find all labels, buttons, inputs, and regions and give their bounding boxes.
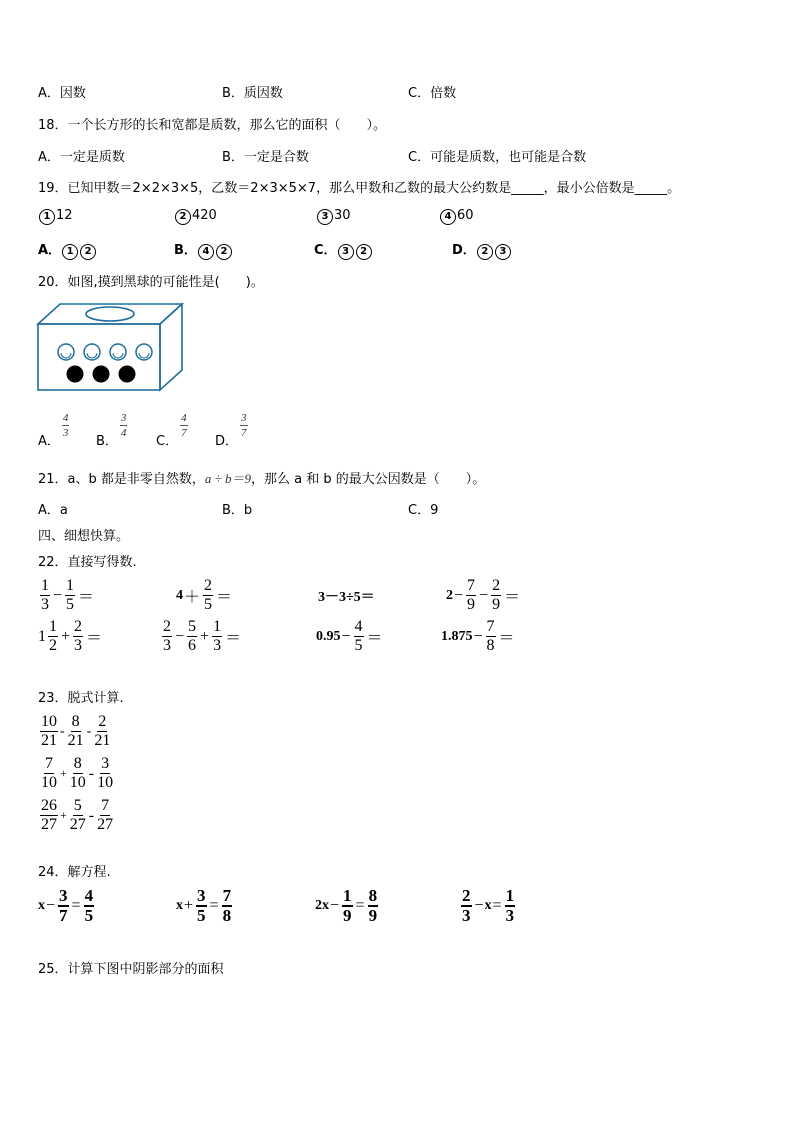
section-heading: 四、细想快算。 [38,529,130,544]
fraction [62,412,70,439]
q24-equation-3: 2x − $\frac{1}{9}$ = $\frac{8}{9}$ [315,886,378,925]
circled-number: 3 [317,209,333,225]
circled-number: 2 [356,244,372,260]
q20-stem: 20．如图,摸到黑球的可能性是( )。 [38,275,264,290]
circled-number: 3 [495,244,511,260]
q19-option-a [38,239,97,260]
option-letter: B． [96,434,118,449]
q23-expr-2: $\frac{7}{10}$ + $\frac{8}{10}$ - $\frac{3}{10}$ [41,755,114,791]
option-letter: A． [38,434,60,449]
option-letter: A． [38,243,62,258]
choice-value: 12 [56,208,73,223]
black-balls [67,366,136,383]
fraction [240,412,248,439]
circled-number: 1 [62,244,78,260]
q19-choice-2 [174,208,217,225]
q18-option-b: B．一定是合数 [222,150,309,165]
q17-option-c: C．倍数 [408,86,457,101]
fraction [180,412,188,439]
q21-option-c: C．9 [408,503,439,518]
q21-option-b: B．b [222,503,253,518]
q23-stem: 23．脱式计算. [38,691,124,706]
white-balls [58,344,152,360]
circled-number: 2 [216,244,232,260]
q21-expression: a ÷ b＝9 [204,471,252,486]
q19-stem: 19．已知甲数＝2×2×3×5，乙数＝2×3×5×7，那么甲数和乙数的最大公约数是_____，最小公倍数是_____。 [38,181,681,196]
q22-expr-6: $\frac{2}{3}$ − $\frac{5}{6}$ + $\frac{1}{3}$ ＝ [163,618,242,654]
q22-expr-4: 2 − $\frac{7}{9}$ − $\frac{2}{9}$ ＝ [446,577,521,613]
option-letter: C． [314,243,337,258]
circled-number: 3 [338,244,354,260]
q22-expr-5: 1 $\frac{1}{2}$ + $\frac{2}{3}$ ＝ [38,618,103,654]
q19-choice-4 [439,208,474,225]
black-ball [67,366,84,383]
denominator: 3 [62,427,69,439]
q18-stem: 18．一个长方形的长和宽都是质数，那么它的面积（ ）。 [38,118,387,133]
q20-option-d [215,408,250,449]
q24-equation-4: $\frac{2}{3}$ − x = $\frac{1}{3}$ [462,886,515,925]
option-letter: D． [452,243,476,258]
numerator: 4 [62,412,69,424]
circled-number: 2 [80,244,96,260]
q18-option-a: A．一定是质数 [38,150,125,165]
option-letter: D． [215,434,239,449]
q21-stem-post: ，那么 a 和 b 的最大公因数是（ ）。 [251,472,486,487]
q19-option-b [174,239,233,260]
q22-expr-8: 1.875 − $\frac{7}{8}$ ＝ [441,618,515,654]
q19-option-d [452,239,512,260]
q22-expr-1: $\frac{1}{3}$ − $\frac{1}{5}$ ＝ [41,577,95,613]
q19-choice-1 [38,208,73,225]
numerator: 3 [241,412,247,424]
q19-option-c [314,239,373,260]
black-ball [93,366,110,383]
q18-option-c: C．可能是质数，也可能是合数 [408,150,587,165]
q23-expr-3: $\frac{26}{27}$ + $\frac{5}{27}$ - $\frac{7}{27}$ [41,797,114,833]
choice-value: 30 [334,208,351,223]
q22-expr-2: 4 ＋ $\frac{2}{5}$ ＝ [176,577,233,613]
black-ball [119,366,136,383]
circled-number: 4 [440,209,456,225]
q21-stem-pre: 21．a、b 都是非零自然数， [38,472,205,487]
q22-stem: 22．直接写得数. [38,555,137,570]
numerator: 4 [181,412,187,424]
q20-option-a [38,408,71,449]
option-letter: C． [156,434,179,449]
q19-choice-3 [316,208,351,225]
q25-stem: 25．计算下图中阴影部分的面积 [38,962,224,977]
q24-stem: 24．解方程. [38,865,111,880]
q22-expr-3: 3－3÷5＝ [318,590,375,605]
choice-value: 60 [457,208,474,223]
q23-expr-1: $\frac{10}{21}$ - $\frac{8}{21}$ - $\frac{2}{21}$ [41,713,111,749]
denominator: 7 [241,427,247,439]
q22-expr-7: 0.95 − $\frac{4}{5}$ ＝ [316,618,383,654]
denominator: 4 [120,427,127,439]
q17-option-b: B．质因数 [222,86,283,101]
fraction [120,412,128,439]
ball-box-figure [36,302,184,394]
circled-number: 2 [175,209,191,225]
circled-number: 4 [198,244,214,260]
q17-option-a: A．因数 [38,86,86,101]
q24-equation-2: x + $\frac{3}{5}$ = $\frac{7}{8}$ [176,886,232,925]
q24-equation-1: x − $\frac{3}{7}$ = $\frac{4}{5}$ [38,886,94,925]
q21-option-a: A．a [38,503,68,518]
choice-value: 420 [192,208,217,223]
denominator: 7 [181,427,187,439]
q20-option-b [96,408,129,449]
q20-option-c [156,408,190,449]
q21-stem [38,468,485,487]
circled-number: 1 [39,209,55,225]
numerator: 3 [120,412,127,424]
circled-number: 2 [477,244,493,260]
option-letter: B． [174,243,197,258]
